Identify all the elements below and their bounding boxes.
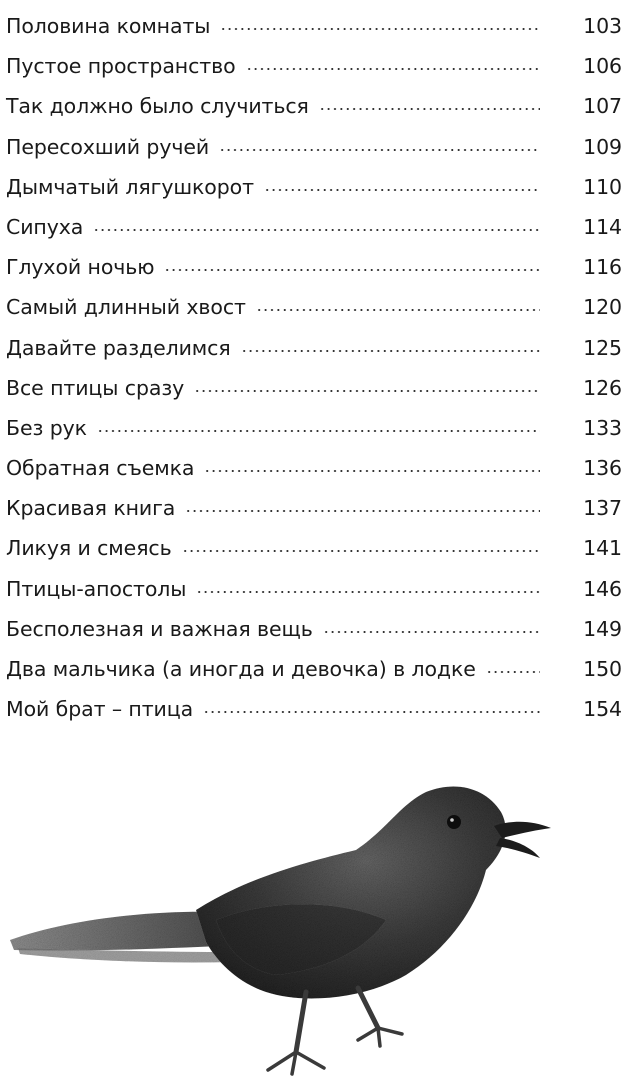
- toc-entry[interactable]: [6, 488, 622, 528]
- toc-entry-page: 149: [583, 616, 622, 641]
- toc-entry-page: 141: [583, 536, 622, 561]
- toc-entry-title: Обратная съемка: [6, 456, 195, 481]
- dot-leader: [264, 189, 540, 191]
- dot-leader: [203, 711, 540, 713]
- toc-entry[interactable]: [6, 368, 622, 408]
- toc-entry-page: 120: [583, 295, 622, 320]
- toc-entry-page: 136: [583, 456, 622, 481]
- dot-leader: [256, 309, 540, 311]
- toc-entry-page: 125: [583, 335, 622, 360]
- toc-entry-page: 110: [583, 174, 622, 199]
- toc-entry-page: 107: [583, 94, 622, 119]
- toc-entry-page: 154: [583, 697, 622, 722]
- toc-entry[interactable]: [6, 247, 622, 287]
- toc-entry-page: 116: [583, 255, 622, 280]
- toc-entry-page: 109: [583, 134, 622, 159]
- toc-entry[interactable]: [6, 167, 622, 207]
- toc-entry[interactable]: [6, 649, 622, 689]
- toc-entry-title: Мой брат – птица: [6, 697, 194, 722]
- toc-entry-title: Пустое пространство: [6, 54, 236, 79]
- toc-entry-title: Глухой ночью: [6, 255, 155, 280]
- toc-entry[interactable]: [6, 127, 622, 167]
- toc-entry[interactable]: [6, 569, 622, 609]
- toc-entry-title: Бесполезная и важная вещь: [6, 616, 313, 641]
- toc-entry[interactable]: [6, 6, 622, 46]
- dot-leader: [196, 591, 540, 593]
- toc-entry[interactable]: [6, 46, 622, 86]
- dot-leader: [97, 430, 540, 432]
- bird-illustration-icon: [6, 770, 558, 1082]
- dot-leader: [246, 68, 540, 70]
- toc-entry-page: 114: [583, 214, 622, 239]
- toc-entry-page: 146: [583, 576, 622, 601]
- dot-leader: [220, 28, 540, 30]
- toc-entry[interactable]: [6, 609, 622, 649]
- toc-entry-title: Так должно было случиться: [6, 94, 309, 119]
- dot-leader: [219, 149, 540, 151]
- toc-entry[interactable]: [6, 448, 622, 488]
- toc-entry-title: Сипуха: [6, 214, 84, 239]
- toc-entry-title: Без рук: [6, 415, 87, 440]
- toc-entry[interactable]: [6, 328, 622, 368]
- toc-entry[interactable]: [6, 408, 622, 448]
- toc-entry-page: 103: [583, 14, 622, 38]
- toc-entry-title: Красивая книга: [6, 496, 176, 521]
- dot-leader: [204, 470, 540, 472]
- toc-entry-title: Птицы-апостолы: [6, 576, 187, 601]
- dot-leader: [241, 350, 540, 352]
- dot-leader: [323, 631, 540, 633]
- dot-leader: [185, 510, 540, 512]
- dot-leader: [319, 108, 540, 110]
- toc-entry-title: Дымчатый лягушкорот: [6, 174, 254, 199]
- toc-entry-page: 150: [583, 657, 622, 681]
- toc-entry-title: Все птицы сразу: [6, 375, 185, 400]
- toc-entry-page: 133: [583, 415, 622, 440]
- toc-entry-title: Самый длинный хвост: [6, 295, 246, 320]
- toc-entry[interactable]: [6, 689, 622, 729]
- toc-entry[interactable]: [6, 528, 622, 568]
- toc-entry-title: Пересохший ручей: [6, 134, 210, 159]
- toc-entry-title: Два мальчика (а иногда и девочка) в лодке: [6, 657, 476, 681]
- toc-entry[interactable]: [6, 207, 622, 247]
- toc-entry-title: Ликуя и смеясь: [6, 536, 172, 561]
- toc-entry[interactable]: [6, 86, 622, 126]
- toc-entry-page: 137: [583, 496, 622, 521]
- toc-entry[interactable]: [6, 287, 622, 327]
- toc-entry-title: Половина комнаты: [6, 14, 211, 38]
- dot-leader: [486, 671, 540, 673]
- dot-leader: [93, 229, 540, 231]
- dot-leader: [164, 269, 540, 271]
- toc-entry-title: Давайте разделимся: [6, 335, 231, 360]
- toc-entry-page: 106: [583, 54, 622, 79]
- dot-leader: [182, 550, 540, 552]
- table-of-contents: [6, 6, 622, 729]
- dot-leader: [194, 390, 540, 392]
- toc-entry-page: 126: [583, 375, 622, 400]
